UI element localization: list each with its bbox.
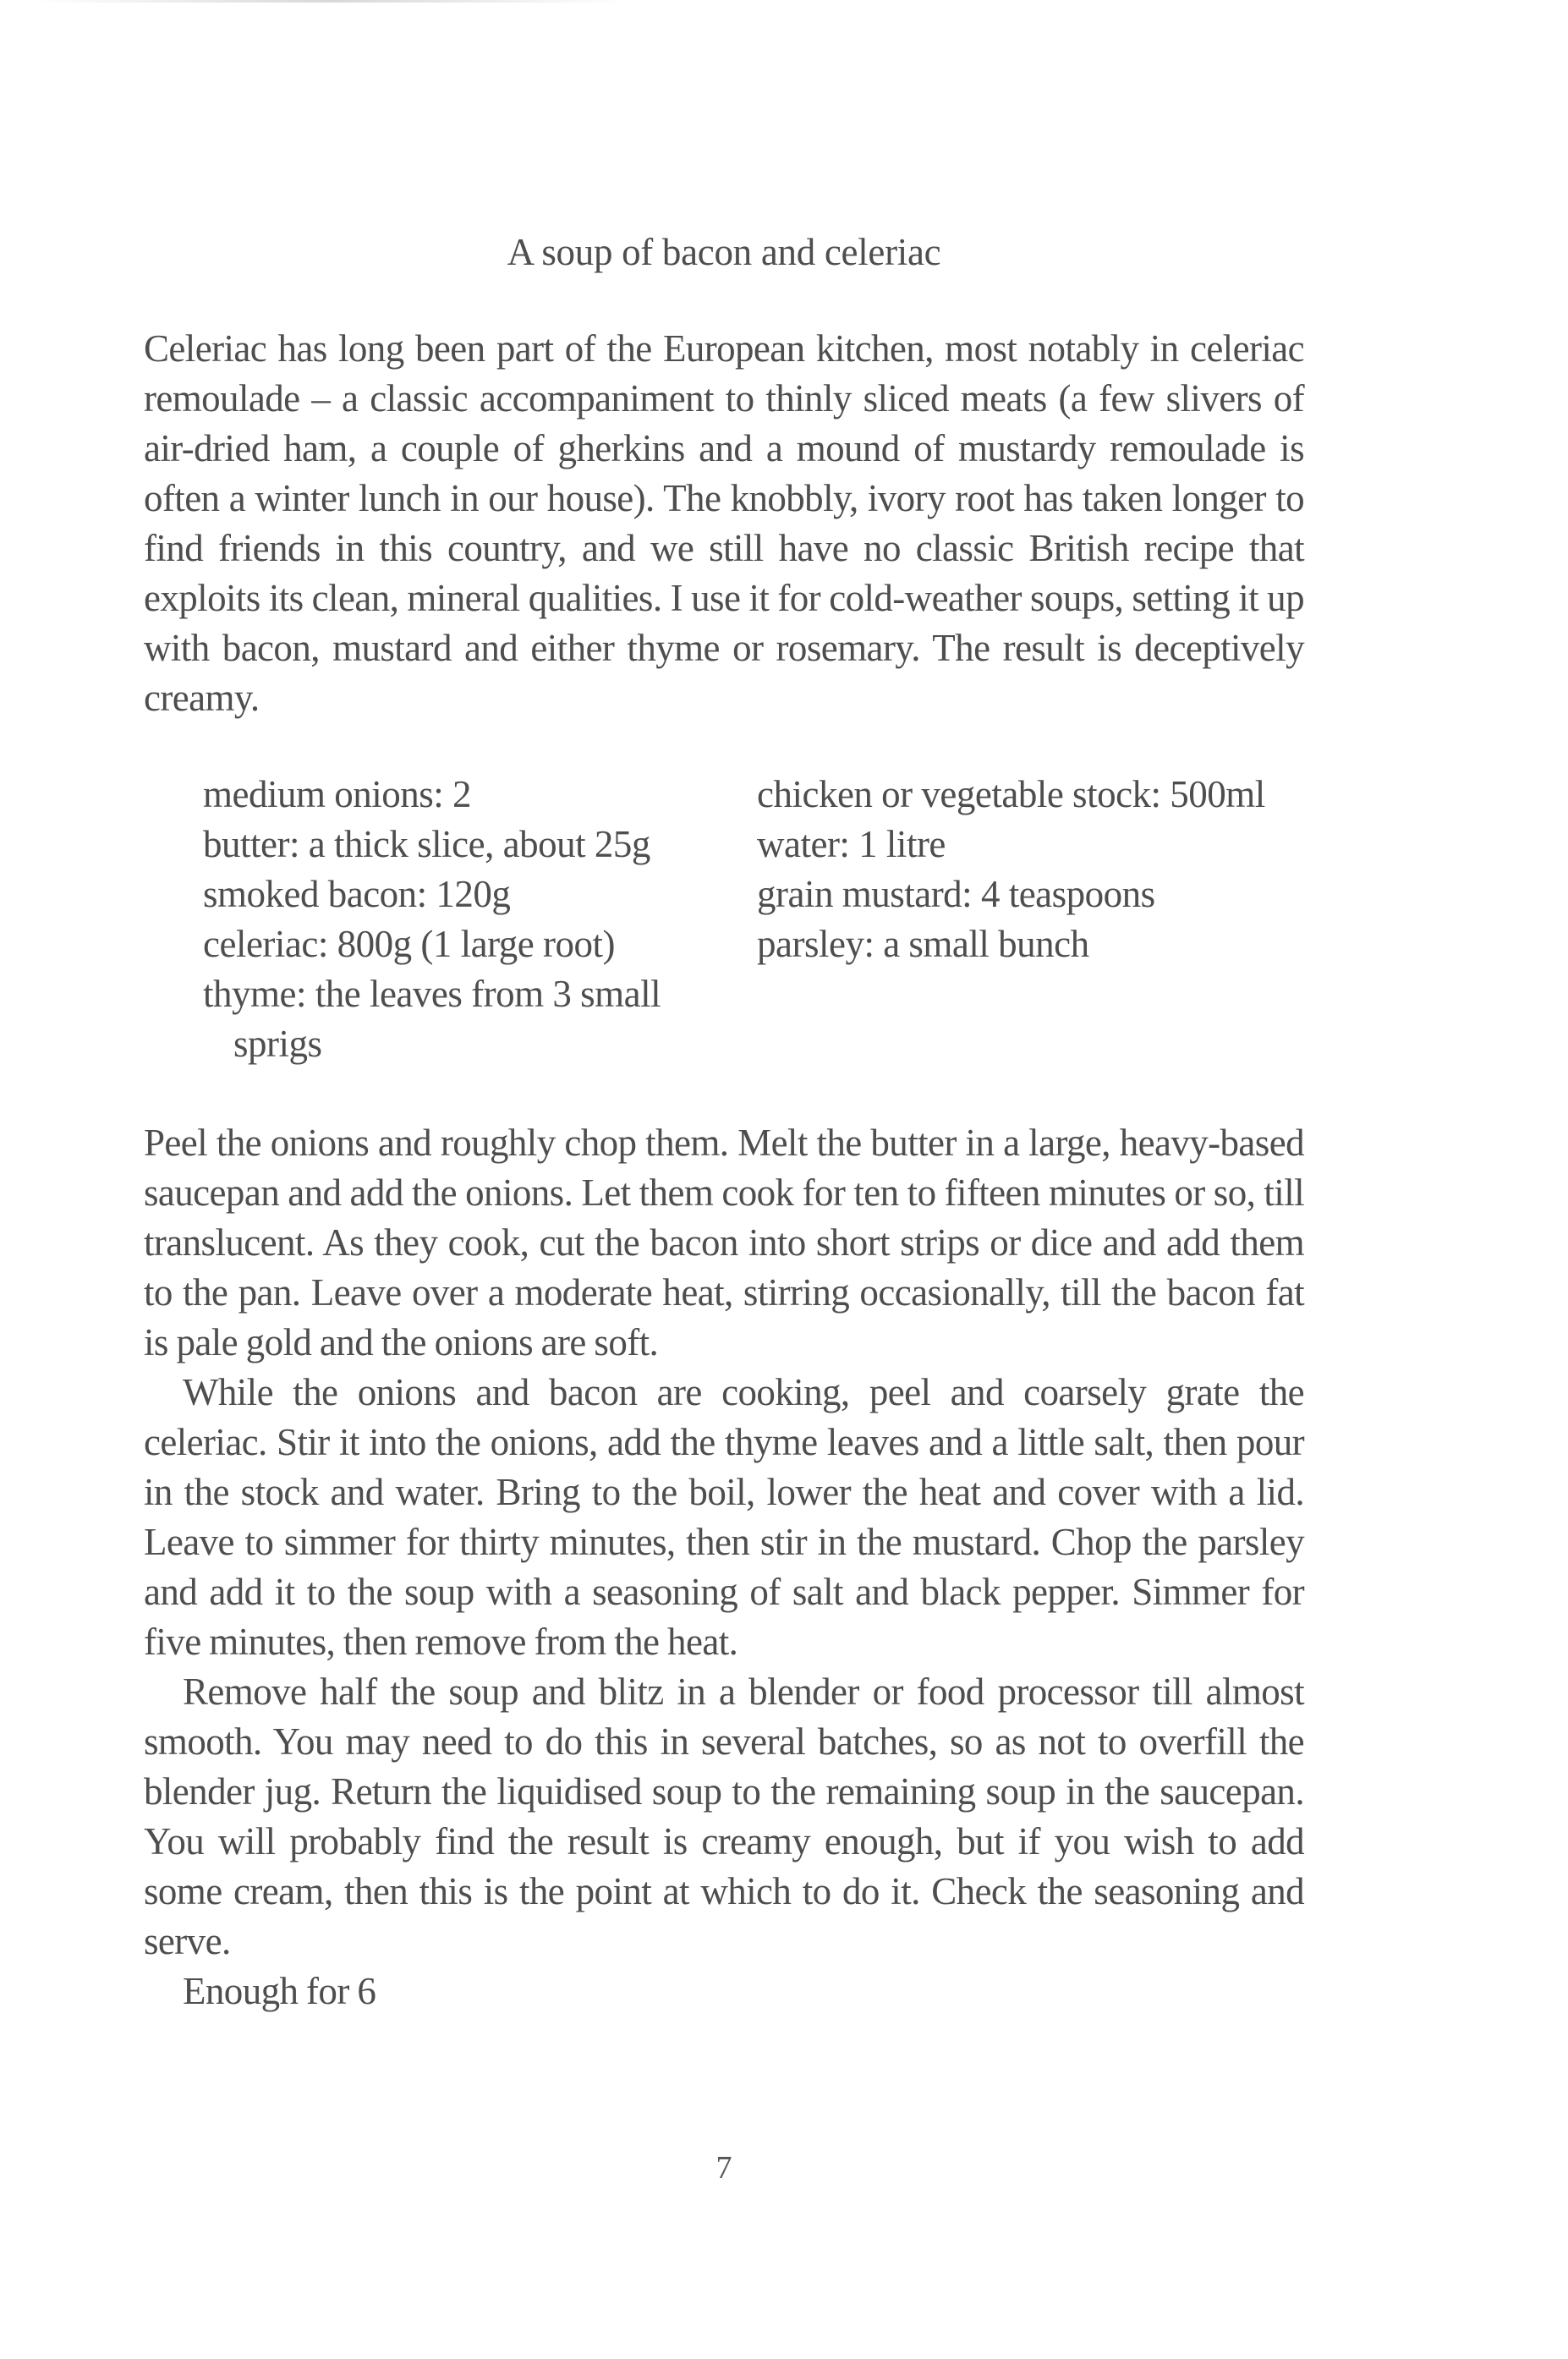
ingredient-item: medium onions: 2 bbox=[203, 773, 471, 815]
page-number: 7 bbox=[715, 2150, 732, 2186]
method-paragraph: While the onions and bacon are cooking, peel and coarsely grate the celeriac. Stir it into the onions, add the thyme leaves and a little salt, then pour in the stock and water. Bring to the boil, lower the heat and cover with a lid. Leave to simmer for thirty minutes, then stir in the mustard. Chop the parsley and add it to the soup with a seasoning of salt and black pepper. Simmer for five minutes, then remove from the heat. bbox=[144, 1371, 1304, 1663]
ingredient-item: water: 1 litre bbox=[757, 823, 946, 865]
recipe-title: A soup of bacon and celeriac bbox=[507, 231, 941, 273]
scan-artifact bbox=[34, 0, 626, 3]
ingredients-column-right bbox=[757, 770, 1298, 1069]
ingredient-item: celeriac: 800g (1 large root) bbox=[203, 923, 615, 965]
serves-note: Enough for 6 bbox=[183, 1970, 376, 2012]
method-paragraph: Remove half the soup and blitz in a blender or food processor till almost smooth. You may need to do this in several batches, so as not to overfill the blender jug. Return the liquidised soup to the remaining soup in the saucepan. You will probably find the result is creamy enough, but if you wish to add some cream, then this is the point at which to do it. Check the seasoning and serve. bbox=[144, 1671, 1304, 1962]
ingredient-item: butter: a thick slice, about 25g bbox=[203, 823, 650, 865]
method-paragraph: Peel the onions and roughly chop them. Melt the butter in a large, heavy-based saucepan and add the onions. Let them cook for ten to fifteen minutes or so, till translucent. As they cook, cut the bacon into short strips or dice and add them to the pan. Leave over a moderate heat, stirring occasionally, till the bacon fat is pale gold and the onions are soft. bbox=[144, 1122, 1304, 1363]
ingredient-item: thyme: the leaves from 3 small sprigs bbox=[203, 973, 661, 1065]
recipe-method bbox=[144, 1118, 1304, 2016]
ingredient-item: chicken or vegetable stock: 500ml bbox=[757, 773, 1265, 815]
ingredient-item: smoked bacon: 120g bbox=[203, 873, 511, 915]
ingredient-item: parsley: a small bunch bbox=[757, 923, 1089, 965]
ingredients-list bbox=[203, 770, 1302, 1069]
ingredients-column-left bbox=[203, 770, 757, 1069]
ingredient-item: grain mustard: 4 teaspoons bbox=[757, 873, 1155, 915]
recipe-intro-paragraph: Celeriac has long been part of the European kitchen, most notably in celeriac remoulade – a classic accompaniment to thinly sliced meats (a few slivers of air-dried ham, a couple of gherkins and a mound of mustardy remoulade is often a winter lunch in our house). The knobbly, ivory root has taken longer to find friends in this country, and we still have no classic British recipe that exploits its clean, mineral qualities. I use it for cold-weather soups, setting it up with bacon, mustard and either thyme or rosemary. The result is deceptively creamy. bbox=[144, 327, 1304, 719]
